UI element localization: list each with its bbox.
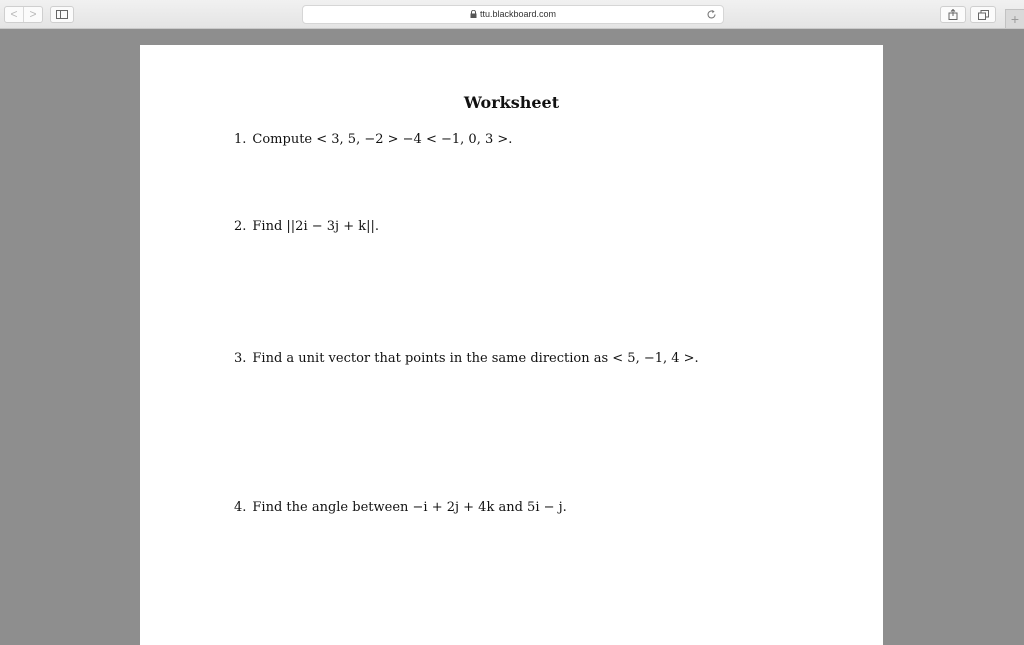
sidebar-toggle-button[interactable] — [50, 6, 74, 23]
back-button[interactable]: < — [10, 7, 18, 21]
nav-buttons — [4, 6, 43, 23]
question-1 — [234, 132, 512, 147]
question-number: 2. — [234, 219, 247, 234]
browser-toolbar — [0, 0, 1024, 29]
question-4 — [234, 500, 567, 515]
question-number: 3. — [234, 351, 247, 366]
url-text: ttu.blackboard.com — [479, 9, 557, 19]
address-bar[interactable] — [302, 5, 724, 24]
share-button[interactable] — [940, 6, 966, 23]
question-text: Find the angle between −i + 2j + 4k and 5i − j. — [252, 500, 567, 515]
reload-icon[interactable] — [706, 9, 717, 20]
tabs-icon — [978, 10, 989, 20]
share-icon — [948, 9, 958, 20]
forward-button[interactable]: > — [23, 7, 42, 22]
lock-icon — [470, 10, 477, 18]
tabs-overview-button[interactable] — [970, 6, 996, 23]
question-number: 4. — [234, 500, 247, 515]
new-tab-button[interactable]: + — [1005, 9, 1024, 28]
question-text: Compute < 3, 5, −2 > −4 < −1, 0, 3 >. — [252, 132, 513, 147]
sidebar-icon — [56, 10, 68, 19]
worksheet-page — [140, 45, 883, 645]
worksheet-title: Worksheet — [463, 93, 560, 112]
question-text: Find a unit vector that points in the same direction as < 5, −1, 4 >. — [252, 351, 699, 366]
question-number: 1. — [234, 132, 247, 147]
question-2 — [234, 219, 379, 234]
question-text: Find ||2i − 3j + k||. — [252, 219, 379, 234]
question-3 — [234, 351, 699, 366]
